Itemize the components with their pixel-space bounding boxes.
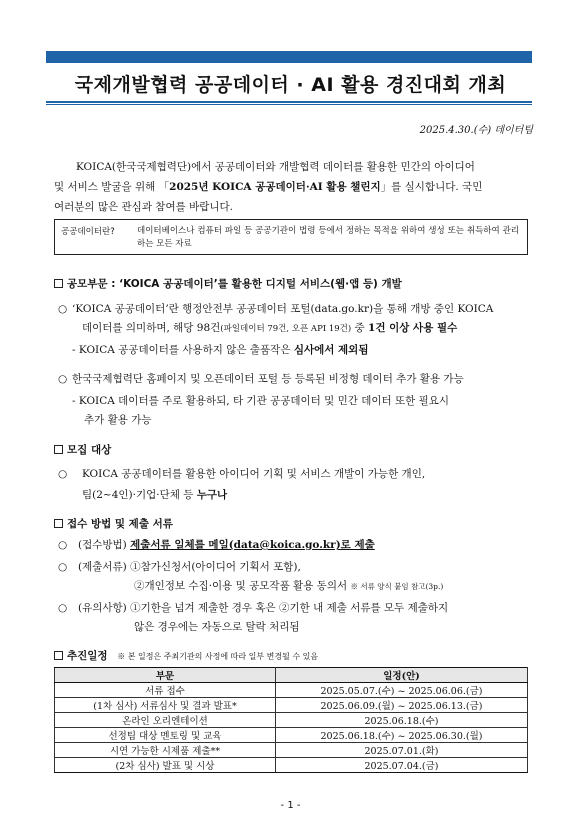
target-line-2 <box>82 485 227 505</box>
intro-line-1: KOICA(한국국제협력단)에서 공공데이터와 개발협력 데이터를 활용한 민간의 아이디어 <box>76 161 475 173</box>
circle-bullet-icon: ○ <box>58 468 68 480</box>
section-category-title: 공모부문 : ‘KOICA 공공데이터’를 활용한 디지털 서비스(웹·앱 등) 개발 <box>67 278 402 290</box>
stage-cell: 시연 가능한 시제품 제출** <box>55 743 276 758</box>
section-submit-title: 접수 방법 및 제출 서류 <box>67 518 173 530</box>
date-cell: 2025.07.04.(금) <box>276 758 528 773</box>
target-l1: KOICA 공공데이터를 활용한 아이디어 기획 및 서비스 개발이 가능한 개인, <box>82 468 426 480</box>
submit-caution-2: 않은 경우에는 자동으로 탈락 처리됨 <box>134 621 300 633</box>
caution-l1: ①기한을 넘겨 제출한 경우 혹은 ②기한 내 제출 서류를 모두 제출하지 <box>130 602 449 614</box>
stage-cell: (1차 심사) 서류심사 및 결과 발표* <box>55 698 276 713</box>
category-sub-2: - KOICA 데이터를 주로 활용하되, 타 기관 공공데이터 및 민간 데이터 또한 필요시 <box>72 395 450 407</box>
submit-docs-2 <box>134 576 443 597</box>
col-date: 일정(안) <box>276 668 528 683</box>
target-l2-a: 팀(2~4인)·기업·단체 등 <box>82 489 197 501</box>
category-sub-1: - KOICA 공공데이터를 사용하지 않은 출품작은 심사에서 제외됨 <box>72 344 369 356</box>
target-l2-b: 누구나 <box>196 489 228 501</box>
challenge-name: 2025년 KOICA 공공데이터·AI 활용 챌린지 <box>169 181 381 193</box>
page-number: - 1 - <box>280 800 301 811</box>
table-row <box>55 698 528 713</box>
date-cell: 2025.06.09.(월) ~ 2025.06.13.(금) <box>276 698 528 713</box>
circle-bullet-icon: ○ <box>58 539 68 551</box>
date-cell: 2025.06.18.(수) ~ 2025.06.30.(월) <box>276 728 528 743</box>
date-cell: 2025.07.01.(화) <box>276 743 528 758</box>
b2-text: 한국국제협력단 홈페이지 및 오픈데이터 포털 등 등록된 비정형 데이터 추가 활용 가능 <box>72 373 464 385</box>
stage-cell: (2차 심사) 발표 및 시상 <box>55 758 276 773</box>
definition-box <box>54 219 528 255</box>
category-sub-2-line-2: 추가 활용 가능 <box>84 414 152 426</box>
target-line-1 <box>58 464 425 484</box>
b1-l2-d: 1건 이상 사용 필수 <box>368 322 458 334</box>
circle-bullet-icon: ○ <box>58 303 68 315</box>
date-cell: 2025.05.07.(수) ~ 2025.06.06.(금) <box>276 683 528 698</box>
table-header-row <box>55 668 528 683</box>
doc-2-note: ※ 서류 양식 붙임 참고(3p.) <box>350 582 444 591</box>
submit-docs-1 <box>58 557 301 577</box>
category-bullet-2 <box>58 369 464 389</box>
title-rule-top <box>46 101 532 103</box>
docs-label: (제출서류) <box>78 561 127 573</box>
circle-bullet-icon: ○ <box>58 373 68 385</box>
section-schedule-heading <box>54 648 318 663</box>
date-cell: 2025.06.18.(수) <box>276 713 528 728</box>
submit-method <box>58 535 375 555</box>
circle-bullet-icon: ○ <box>58 602 68 614</box>
square-bullet-icon <box>54 445 63 454</box>
stage-cell: 서류 접수 <box>55 683 276 698</box>
section-submit-heading <box>54 516 173 531</box>
header-top-bar <box>46 51 532 63</box>
intro-line-3: 여러분의 많은 관심과 참여를 바랍니다. <box>54 201 233 213</box>
definition-text: 데이터베이스나 컴퓨터 파일 등 공공기관이 법령 등에서 정하는 목적을 위하여 생성 또는 취득하여 관리하는 모든 자료 <box>137 226 519 249</box>
page-title: 국제개발협력 공공데이터 · AI 활용 경진대회 개최 <box>74 74 507 96</box>
method-label: (접수방법) <box>78 539 127 551</box>
b1-sub-b: 심사에서 제외됨 <box>293 344 369 356</box>
section-target-heading <box>54 442 111 457</box>
square-bullet-icon <box>54 279 63 288</box>
stage-cell: 선정팀 대상 멘토링 및 교육 <box>55 728 276 743</box>
date-department: 2025.4.30.(수) 데이터팀 <box>419 125 533 136</box>
submit-caution-1 <box>58 598 448 618</box>
section-schedule-title: 추진일정 <box>67 650 108 662</box>
table-row <box>55 728 528 743</box>
b1-sub-a: KOICA 공공데이터를 사용하지 않은 출품작은 <box>78 344 294 356</box>
section-category-heading <box>54 276 402 291</box>
caution-label: (유의사항) <box>78 602 127 614</box>
col-stage: 부문 <box>55 668 276 683</box>
stage-cell: 온라인 오리엔테이션 <box>55 713 276 728</box>
table-row <box>55 743 528 758</box>
doc-1: ①참가신청서(아이디어 기획서 포함), <box>130 561 301 573</box>
category-bullet-1-line-1: ‘KOICA 공공데이터’란 행정안전부 공공데이터 포털(data.go.kr)을 통해 개방 중인 KOICA <box>72 303 494 315</box>
b1-l2-c: 중 <box>351 322 369 334</box>
method-text: 제출서류 일체를 메일(data@koica.go.kr)로 제출 <box>130 539 375 551</box>
b2-sub-l1: KOICA 데이터를 주로 활용하되, 타 기관 공공데이터 및 민간 데이터 또한 필요시 <box>78 395 450 407</box>
intro-line-2a: 및 서비스 발굴을 위해 「 <box>54 181 170 193</box>
schedule-table <box>54 667 528 773</box>
table-row <box>55 683 528 698</box>
section-target-title: 모집 대상 <box>67 444 112 456</box>
category-bullet-1-line-2 <box>82 318 457 339</box>
definition-term: 공공데이터란? <box>61 227 115 237</box>
doc-2: ②개인정보 수집·이용 및 공모작품 활용 동의서 <box>134 580 348 592</box>
table-row <box>55 713 528 728</box>
b1-l2-b: (파일데이터 79건, 오픈 API 19건) <box>220 324 352 334</box>
intro-line-2c: 」를 실시합니다. 국민 <box>380 181 483 193</box>
category-bullet-1 <box>58 299 493 319</box>
title-rule-bottom <box>46 104 532 105</box>
square-bullet-icon <box>54 651 63 660</box>
table-row <box>55 758 528 773</box>
circle-bullet-icon: ○ <box>58 561 68 573</box>
b1-l2-a: 데이터를 의미하며, 해당 98건 <box>82 322 221 334</box>
intro-paragraph <box>54 157 528 217</box>
schedule-note: ※ 본 일정은 주최기관의 사정에 따라 일부 변경될 수 있음 <box>117 652 319 661</box>
square-bullet-icon <box>54 519 63 528</box>
